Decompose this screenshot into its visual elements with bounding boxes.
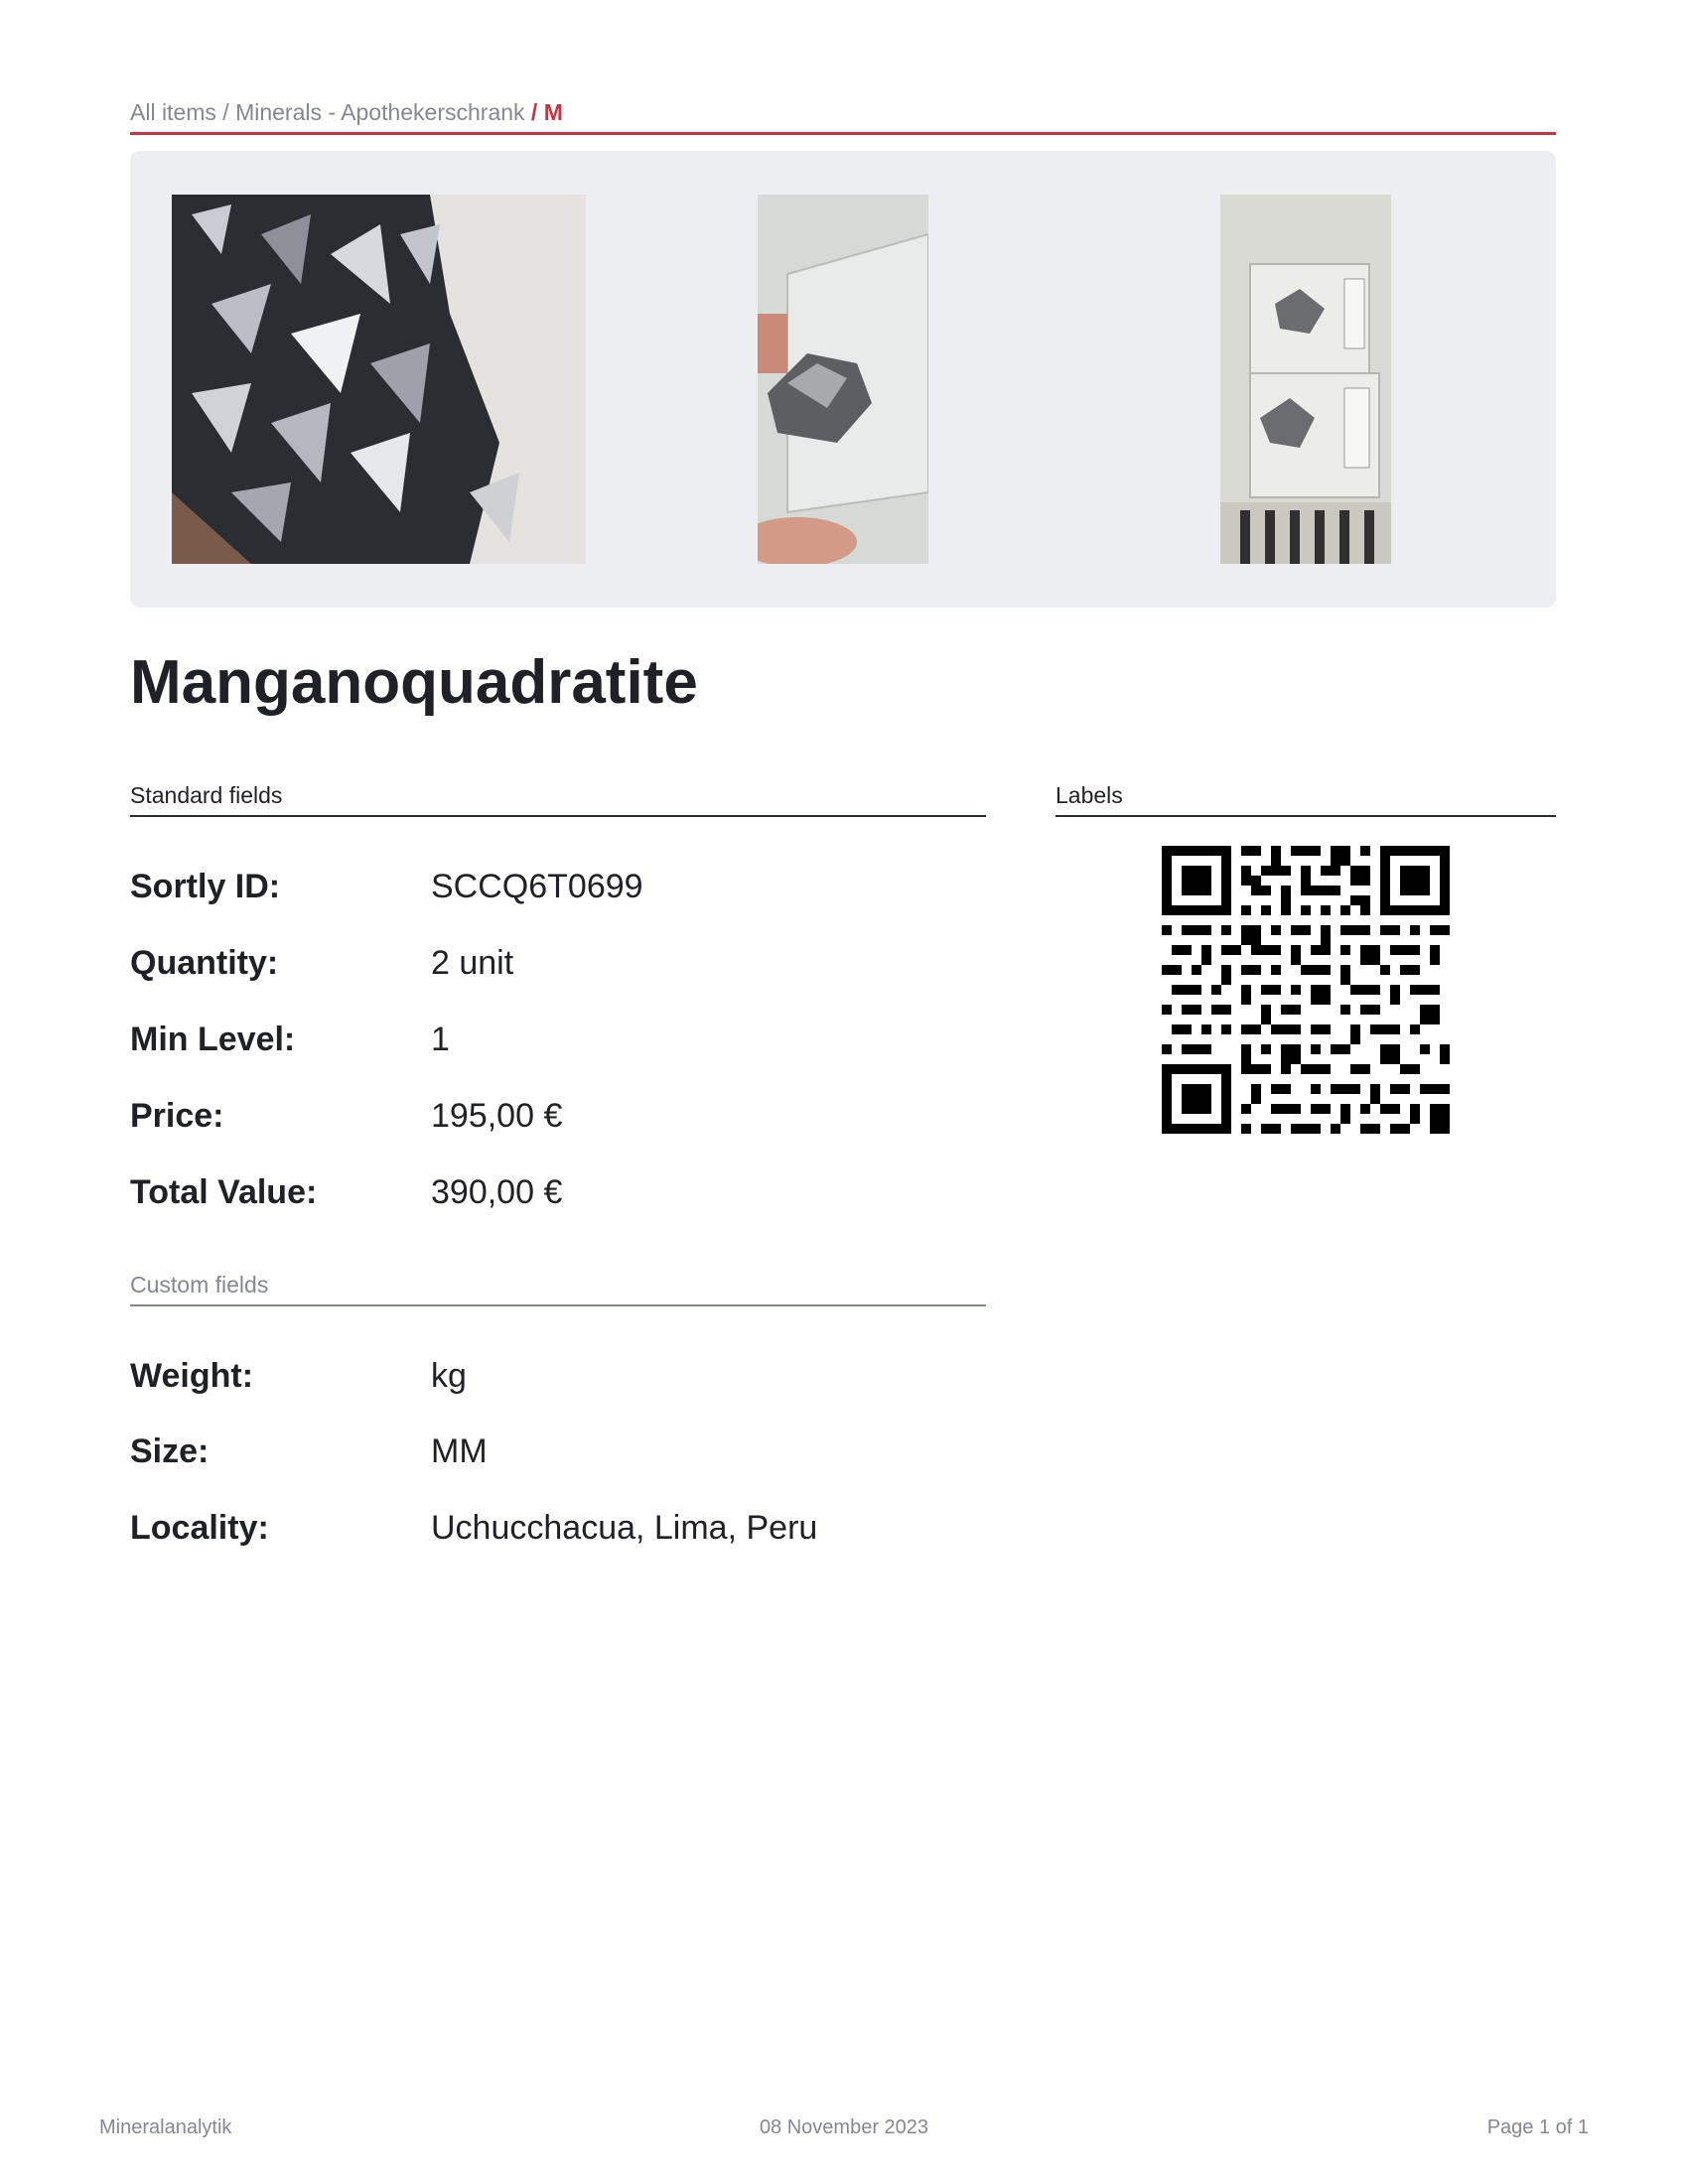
labels-header: Labels xyxy=(1055,782,1556,817)
field-value: 1 xyxy=(431,1021,450,1058)
field-row-sortly-id xyxy=(130,868,986,911)
field-label: Price: xyxy=(130,1097,224,1135)
breadcrumb-separator-current: / xyxy=(524,99,544,125)
breadcrumb xyxy=(130,99,1556,135)
item-title: Manganoquadratite xyxy=(130,648,698,717)
photo-gallery xyxy=(130,151,1556,608)
field-value: 390,00 € xyxy=(431,1173,563,1211)
field-value: MM xyxy=(431,1433,488,1470)
field-row-quantity xyxy=(130,944,986,988)
field-value: 2 unit xyxy=(431,944,514,982)
mineral-crystals-photo[interactable] xyxy=(172,195,586,564)
qr-code xyxy=(1162,846,1450,1134)
field-label: Min Level: xyxy=(130,1021,296,1058)
field-row-locality xyxy=(130,1509,986,1553)
field-row-total-value xyxy=(130,1173,986,1217)
breadcrumb-separator: / xyxy=(215,99,236,125)
footer-date: 08 November 2023 xyxy=(759,2116,929,2138)
footer-company: Mineralanalytik xyxy=(99,2116,232,2138)
field-label: Sortly ID: xyxy=(130,868,281,905)
field-label: Weight: xyxy=(130,1357,254,1395)
field-label: Total Value: xyxy=(130,1173,318,1211)
field-row-weight xyxy=(130,1357,986,1401)
field-row-size xyxy=(130,1433,986,1476)
field-label: Locality: xyxy=(130,1509,269,1547)
specimen-in-box-photo[interactable] xyxy=(758,195,928,564)
specimen-boxes-photo[interactable] xyxy=(1220,195,1391,564)
footer-page-number: Page 1 of 1 xyxy=(1486,2116,1589,2138)
field-row-price xyxy=(130,1097,986,1141)
field-value: SCCQ6T0699 xyxy=(431,868,643,905)
field-value: kg xyxy=(431,1357,467,1395)
breadcrumb-category[interactable]: Minerals - Apothekerschrank xyxy=(235,99,525,125)
custom-fields-header: Custom fields xyxy=(130,1272,986,1306)
standard-fields-header: Standard fields xyxy=(130,782,986,817)
field-row-min-level xyxy=(130,1021,986,1064)
field-value: 195,00 € xyxy=(431,1097,563,1135)
field-label: Quantity: xyxy=(130,944,279,982)
breadcrumb-current: M xyxy=(543,99,563,125)
field-label: Size: xyxy=(130,1433,210,1470)
breadcrumb-all-items[interactable]: All items xyxy=(130,99,216,125)
field-value: Uchucchacua, Lima, Peru xyxy=(431,1509,818,1547)
